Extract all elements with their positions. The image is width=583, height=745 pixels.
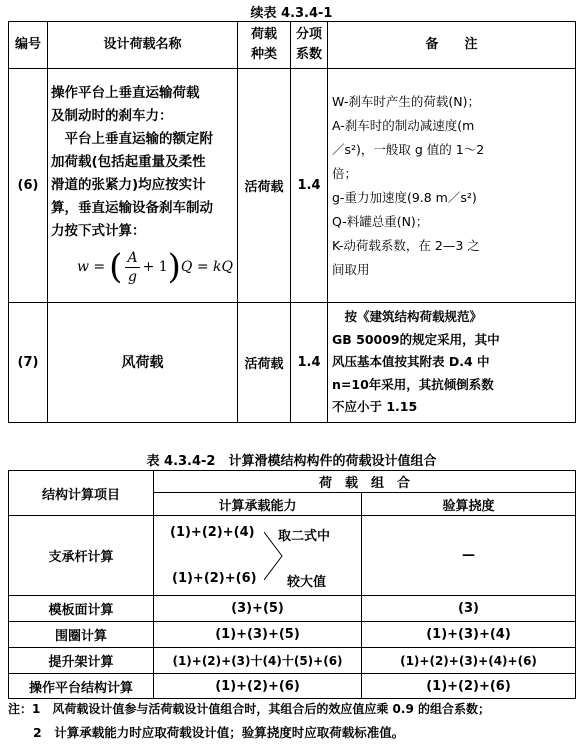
header-structure-item: 结构计算项目 bbox=[9, 471, 154, 516]
support-rod-item: 支承杆计算 bbox=[9, 516, 154, 596]
table-row bbox=[9, 648, 576, 674]
support-rod-capacity: (1)+(2)+(4) (1)+(2)+(6) 取二式中 较大值 bbox=[154, 516, 362, 596]
table-row bbox=[9, 596, 576, 622]
row-item: 操作平台结构计算 bbox=[9, 674, 154, 699]
note-1: 注：1 风荷载设计值参与活荷载设计值组合时，其组合后的效应值应乘 0.9 的组合系数； bbox=[8, 702, 490, 716]
header-coef: 分项 系数 bbox=[291, 22, 328, 69]
row-item: 模板面计算 bbox=[9, 596, 154, 622]
row-capacity: (1)+(3)+(5) bbox=[154, 622, 362, 648]
row6-coef: 1.4 bbox=[291, 69, 328, 303]
row7-name: 风荷载 bbox=[48, 303, 238, 423]
row-capacity: (1)+(2)+(6) bbox=[154, 674, 362, 699]
row7-type: 活荷载 bbox=[238, 303, 291, 423]
table-notes bbox=[8, 697, 490, 745]
header-deflection: 验算挠度 bbox=[362, 493, 576, 516]
row-capacity: (3)+(5) bbox=[154, 596, 362, 622]
header-capacity: 计算承载能力 bbox=[154, 493, 362, 516]
header-no: 编号 bbox=[9, 22, 48, 69]
table-row-6 bbox=[9, 69, 576, 303]
row-deflection: (3) bbox=[362, 596, 576, 622]
note-2: 2 计算承载能力时应取荷载设计值；验算挠度时应取荷载标准值。 bbox=[8, 725, 405, 740]
row6-remark: W-刹车时产生的荷载(N)； A-刹车时的制动减速度(m ／s²)，一般取 g 值的 1～2 倍； g-重力加速度(9.8 m／s²) Q-料罐总重(N)； K-动荷载系数，在 2—3 之 间取用 bbox=[328, 69, 576, 303]
table-row bbox=[9, 622, 576, 648]
row-capacity: (1)+(2)+(3)十(4)十(5)+(6) bbox=[154, 648, 362, 674]
row-deflection: (1)+(2)+(6) bbox=[362, 674, 576, 699]
table1-header-row bbox=[9, 22, 576, 69]
load-table-continued bbox=[8, 21, 576, 423]
row-item: 提升架计算 bbox=[9, 648, 154, 674]
header-remark: 备 注 bbox=[328, 22, 576, 69]
load-combination-table bbox=[8, 470, 576, 699]
table-row-7 bbox=[9, 303, 576, 423]
table2-caption: 表 4.3.4-2 计算滑模结构构件的荷载设计值组合 bbox=[146, 454, 437, 469]
row6-name: 操作平台上垂直运输荷载 及制动时的刹车力： 平台上垂直运输的额定附 加荷载(包括起重量及柔性 滑道的张紧力)均应按实计 算，垂直运输设备刹车制动 力按下式计算： w = ( $\frac{A}{g}$ + 1 ) Q = kQ bbox=[48, 69, 238, 303]
header-type: 荷载 种类 bbox=[238, 22, 291, 69]
table2-header-row-1 bbox=[9, 471, 576, 493]
row7-no: (7) bbox=[9, 303, 48, 423]
row-item: 围圈计算 bbox=[9, 622, 154, 648]
table-row bbox=[9, 674, 576, 699]
table-row-support-rod bbox=[9, 516, 576, 596]
support-rod-deflection: — bbox=[362, 516, 576, 596]
row6-type: 活荷载 bbox=[238, 69, 291, 303]
brake-force-formula: w = ( $\frac{A}{g}$ + 1 ) Q = kQ bbox=[77, 247, 233, 287]
row-deflection: (1)+(2)+(3)+(4)+(6) bbox=[362, 648, 576, 674]
header-name: 设计荷载名称 bbox=[48, 22, 238, 69]
table1-caption: 续表 4.3.4-1 bbox=[250, 6, 333, 21]
header-load-combination: 荷 载 组 合 bbox=[154, 471, 576, 493]
row7-coef: 1.4 bbox=[291, 303, 328, 423]
row-deflection: (1)+(3)+(4) bbox=[362, 622, 576, 648]
row6-no: (6) bbox=[9, 69, 48, 303]
row7-remark: 按《建筑结构荷载规范》 GB 50009的规定采用，其中 风压基本值按其附表 D.4 中 n=10年采用，其抗倾倒系数 不应小于 1.15 bbox=[328, 303, 576, 423]
